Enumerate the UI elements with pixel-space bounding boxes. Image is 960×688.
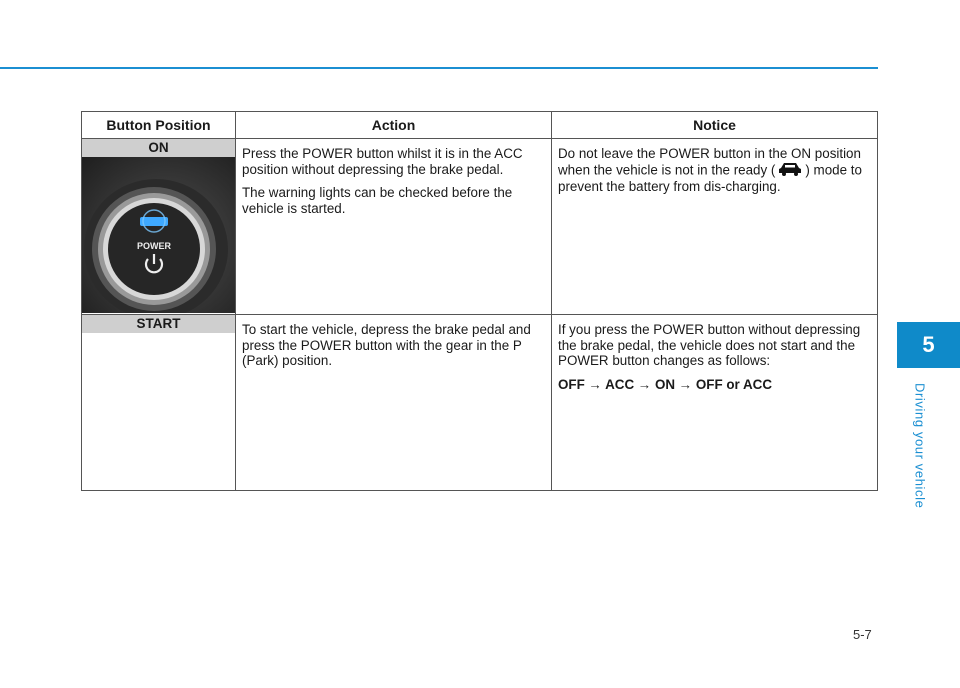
header-action: Action xyxy=(236,112,552,139)
action-cell-start xyxy=(236,315,552,491)
page-number: 5-7 xyxy=(853,627,872,642)
position-cell-start xyxy=(82,315,236,491)
power-button-illustration xyxy=(82,157,235,313)
button-position-table xyxy=(81,111,878,491)
position-label-on: ON xyxy=(82,139,235,157)
action-start-text: To start the vehicle, depress the brake pedal and press the POWER button with the gear in the P (Park) position. xyxy=(242,322,531,368)
power-button-image xyxy=(82,157,235,313)
ready-car-icon xyxy=(777,162,803,180)
action-on-text-1: Press the POWER button whilst it is in the ACC position without depressing the brake pedal. xyxy=(242,146,523,177)
header-notice: Notice xyxy=(552,112,878,139)
chapter-title: Driving your vehicle xyxy=(912,383,928,509)
top-rule xyxy=(0,67,878,69)
position-cell-on xyxy=(82,139,236,315)
action-on-text-2: The warning lights can be checked before the vehicle is started. xyxy=(242,185,513,216)
table-header-row xyxy=(82,112,878,139)
notice-on-text: Do not leave the POWER button in the ON position when the vehicle is not in the ready ( ) mode to prevent the battery from dis-charging. xyxy=(558,146,862,194)
chapter-tab: 5 xyxy=(897,322,960,368)
action-cell-on xyxy=(236,139,552,315)
position-label-start: START xyxy=(82,315,235,333)
header-button-position: Button Position xyxy=(82,112,236,139)
table-row-on xyxy=(82,139,878,315)
svg-text:POWER: POWER xyxy=(136,241,172,251)
power-mode-sequence: OFF → ACC → ON → OFF or ACC xyxy=(558,376,773,392)
notice-cell-start xyxy=(552,315,878,491)
table-row-start xyxy=(82,315,878,491)
notice-cell-on xyxy=(552,139,878,315)
notice-start-text: If you press the POWER button without depressing the brake pedal, the vehicle does not start and the POWER button changes as follows: xyxy=(558,322,861,368)
